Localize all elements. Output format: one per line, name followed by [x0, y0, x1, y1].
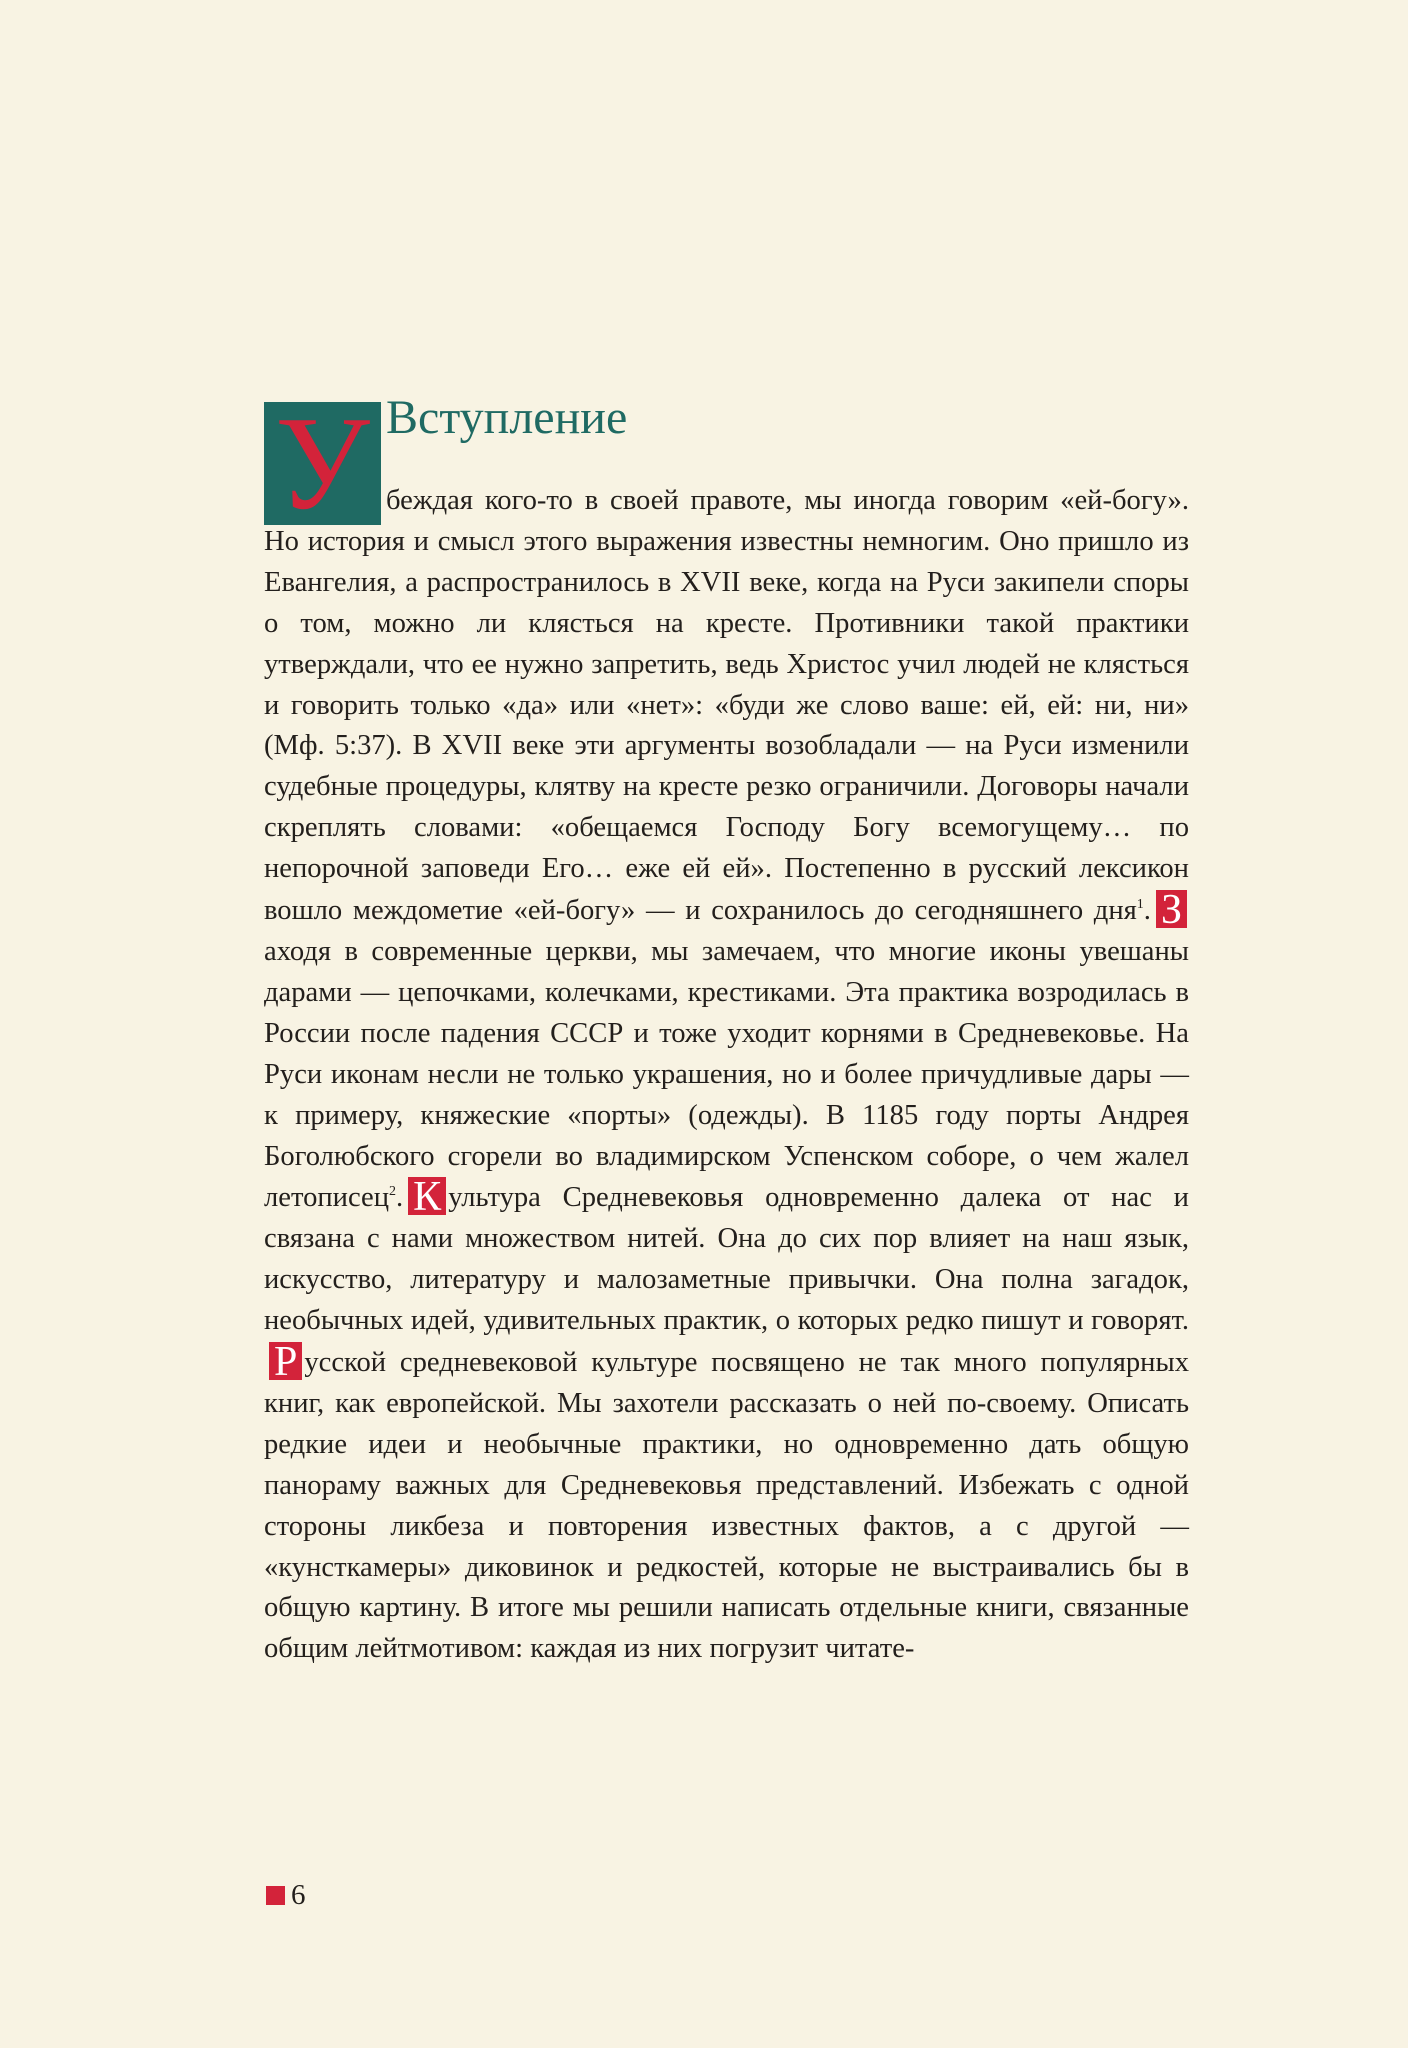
footnote-ref-2[interactable]: 2	[389, 1184, 397, 1200]
paragraph-2-text: аходя в современные церкви, мы замечаем, что многие иконы увешаны дарами — цепочками, колечками, крестиками. Эта практика возродилась в России после падения СССР и тоже уходит корнями в Средневековье. На Руси иконам несли не только украшения, но и более причудливые дары — к примеру, княжеские «порты» (одежды). В 1185 году порты Андрея Боголюбского сгорели во владимирском Успенском соборе, о чем жалел летописец	[264, 935, 1189, 1214]
chapter-title: Вступление	[386, 391, 628, 444]
page-number: 6	[291, 1879, 306, 1911]
paragraph-1-text: беждая кого-то в своей правоте, мы иногда говорим «ей-богу». Но история и смысл этого выражения известны немногим. Оно пришло из Евангелия, а распространилось в XVII веке, когда на Руси закипели споры о том, можно ли клясться на кресте. Противники такой практики утверждали, что ее нужно запретить, ведь Христос учил людей не клясться и говорить только «да» или «нет»: «буди же слово ваше: ей, ей: ни, ни» (Мф. 5:37). В XVII веке эти аргументы возобладали — на Руси изменили судебные процедуры, клятву на кресте резко ограничили. Договоры начали скреплять словами: «обещаемся Господу Богу всемогущему… по непорочной заповеди Его… еже ей ей». Постепенно в русский лексикон вошло междометие «ей-богу» — и сохранилось до сегодняшнего дня	[264, 485, 1189, 927]
paragraph-4-initial: Р	[269, 1342, 302, 1380]
body-text	[264, 481, 1189, 1670]
drop-cap-initial: У	[264, 402, 381, 525]
square-marker-icon	[266, 1886, 285, 1905]
page-footer	[266, 1879, 306, 1912]
paragraph-3-initial: К	[408, 1177, 446, 1215]
paragraph-4-text: усской средневековой культуре посвящено не так много популярных книг, как европейской. Мы захотели рассказать о ней по-своему. Описать редкие идеи и необычные практики, но одновременно дать общую панораму важных для Средневековья представлений. Избежать с одной стороны ликбеза и повторения известных фактов, а с другой — «кунсткамеры» диковинок и редкостей, которые не выстраивались бы в общую картину. В итоге мы решили написать отдельные книги, связанные общим лейтмотивом: каждая из них погрузит читате-	[264, 1347, 1189, 1665]
paragraph-2-initial: З	[1156, 890, 1187, 928]
paragraph-1-end: .	[1143, 895, 1151, 927]
paragraph-3-text: ультура Средневековья одновременно далека от нас и связана с нами множеством нитей. Она до сих пор влияет на наш язык, искусство, литературу и малозаметные привычки. Она полна загадок, необычных идей, удивительных практик, о которых редко пишут и говорят.	[264, 1182, 1189, 1337]
paragraph-2-end: .	[396, 1182, 404, 1214]
footnote-ref-1[interactable]: 1	[1136, 897, 1144, 913]
